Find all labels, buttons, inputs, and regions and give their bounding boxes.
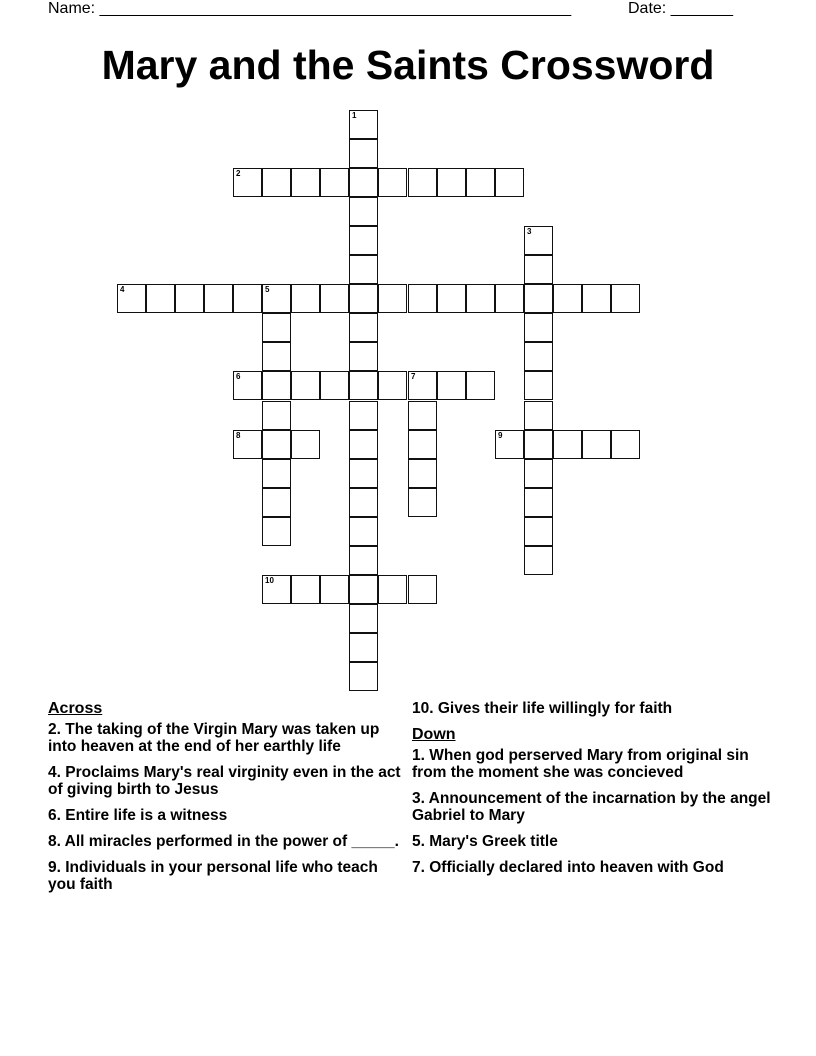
grid-cell[interactable] xyxy=(291,430,320,459)
grid-cell[interactable] xyxy=(349,546,378,575)
grid-cell[interactable] xyxy=(233,371,262,400)
grid-cell[interactable] xyxy=(349,313,378,342)
grid-cell[interactable] xyxy=(262,459,291,488)
grid-cell[interactable] xyxy=(408,168,437,197)
clue-number: 2. xyxy=(48,721,61,738)
grid-cell[interactable] xyxy=(262,342,291,371)
grid-cell[interactable] xyxy=(408,575,437,604)
grid-cell[interactable] xyxy=(378,371,407,400)
grid-cell[interactable] xyxy=(146,284,175,313)
grid-cell[interactable] xyxy=(320,168,349,197)
grid-cell[interactable] xyxy=(349,430,378,459)
grid-cell[interactable] xyxy=(408,284,437,313)
clue-across-6 xyxy=(48,807,403,824)
grid-cell[interactable] xyxy=(320,371,349,400)
clue-across-2 xyxy=(48,721,403,755)
grid-cell[interactable] xyxy=(233,284,262,313)
grid-cell[interactable] xyxy=(262,430,291,459)
grid-cell[interactable] xyxy=(524,546,553,575)
grid-cell[interactable] xyxy=(553,284,582,313)
clues-left-column xyxy=(48,700,403,902)
grid-cell[interactable] xyxy=(524,459,553,488)
grid-cell[interactable] xyxy=(349,197,378,226)
grid-cell[interactable] xyxy=(553,430,582,459)
grid-cell[interactable] xyxy=(582,430,611,459)
cell-number: 2 xyxy=(236,169,241,178)
grid-cell[interactable] xyxy=(378,575,407,604)
down-heading: Down xyxy=(412,726,456,743)
grid-cell[interactable] xyxy=(495,430,524,459)
cell-number: 3 xyxy=(527,227,532,236)
clue-number: 3. xyxy=(412,790,425,807)
grid-cell[interactable] xyxy=(117,284,146,313)
grid-cell[interactable] xyxy=(437,284,466,313)
clue-text: Announcement of the incarnation by the angel Gabriel to Mary xyxy=(412,790,771,824)
grid-cell[interactable] xyxy=(466,284,495,313)
clue-across-10 xyxy=(412,700,772,717)
cell-number: 5 xyxy=(265,285,270,294)
clue-text: Mary's Greek title xyxy=(424,833,558,850)
cell-number: 1 xyxy=(352,111,357,120)
grid-cell[interactable] xyxy=(524,284,553,313)
grid-cell[interactable] xyxy=(349,517,378,546)
grid-cell[interactable] xyxy=(611,284,640,313)
grid-cell[interactable] xyxy=(524,313,553,342)
grid-cell[interactable] xyxy=(378,284,407,313)
clue-across-8 xyxy=(48,833,403,850)
grid-cell[interactable] xyxy=(175,284,204,313)
clue-number: 6. xyxy=(48,807,61,824)
clue-number: 8. xyxy=(48,833,61,850)
cell-number: 6 xyxy=(236,372,241,381)
clue-down-3 xyxy=(412,790,772,824)
clue-number: 4. xyxy=(48,764,61,781)
cell-number: 8 xyxy=(236,431,241,440)
grid-cell[interactable] xyxy=(349,284,378,313)
grid-cell[interactable] xyxy=(262,168,291,197)
clue-across-9 xyxy=(48,859,403,893)
cell-number: 4 xyxy=(120,285,125,294)
grid-cell[interactable] xyxy=(349,459,378,488)
grid-cell[interactable] xyxy=(437,168,466,197)
clue-number: 10. xyxy=(412,700,434,717)
clue-number: 5. xyxy=(412,833,425,850)
grid-cell[interactable] xyxy=(262,284,291,313)
cell-number: 7 xyxy=(411,372,416,381)
grid-cell[interactable] xyxy=(262,313,291,342)
grid-cell[interactable] xyxy=(524,430,553,459)
grid-cell[interactable] xyxy=(349,662,378,691)
across-heading: Across xyxy=(48,700,103,717)
grid-cell[interactable] xyxy=(582,284,611,313)
clue-number: 9. xyxy=(48,859,61,876)
clue-down-1 xyxy=(412,747,772,781)
clue-text: When god perserved Mary from original sin from the moment she was concieved xyxy=(412,747,749,781)
grid-cell[interactable] xyxy=(262,488,291,517)
clue-text: Proclaims Mary's real virginity even in the act of giving birth to Jesus xyxy=(48,764,401,798)
clue-down-7 xyxy=(412,859,772,876)
grid-cell[interactable] xyxy=(495,168,524,197)
clue-text: Individuals in your personal life who teach you faith xyxy=(48,859,378,893)
grid-cell[interactable] xyxy=(408,401,437,430)
clue-text: Officially declared into heaven with God xyxy=(424,859,724,876)
grid-cell[interactable] xyxy=(378,168,407,197)
grid-cell[interactable] xyxy=(408,430,437,459)
grid-cell[interactable] xyxy=(524,226,553,255)
name-field[interactable]: Name: _____________________________________________________ xyxy=(48,0,572,17)
cell-number: 10 xyxy=(265,576,274,585)
grid-cell[interactable] xyxy=(408,459,437,488)
clue-text: Entire life is a witness xyxy=(60,807,228,824)
grid-cell[interactable] xyxy=(349,604,378,633)
page-title: Mary and the Saints Crossword xyxy=(101,42,715,88)
grid-cell[interactable] xyxy=(408,371,437,400)
grid-cell[interactable] xyxy=(349,575,378,604)
grid-cell[interactable] xyxy=(349,371,378,400)
grid-cell[interactable] xyxy=(204,284,233,313)
grid-cell[interactable] xyxy=(524,342,553,371)
grid-cell[interactable] xyxy=(233,168,262,197)
clue-down-5 xyxy=(412,833,772,850)
grid-cell[interactable] xyxy=(349,488,378,517)
grid-cell[interactable] xyxy=(262,371,291,400)
clues-right-column xyxy=(412,700,772,885)
clue-text: The taking of the Virgin Mary was taken up into heaven at the end of her earthly life xyxy=(48,721,380,755)
grid-cell[interactable] xyxy=(349,401,378,430)
grid-cell[interactable] xyxy=(291,371,320,400)
grid-cell[interactable] xyxy=(349,110,378,139)
grid-cell[interactable] xyxy=(611,430,640,459)
grid-cell[interactable] xyxy=(262,517,291,546)
grid-cell[interactable] xyxy=(291,168,320,197)
grid-cell[interactable] xyxy=(437,371,466,400)
grid-cell[interactable] xyxy=(524,371,553,400)
grid-cell[interactable] xyxy=(524,488,553,517)
grid-cell[interactable] xyxy=(262,401,291,430)
grid-cell[interactable] xyxy=(262,575,291,604)
clue-number: 1. xyxy=(412,747,425,764)
grid-cell[interactable] xyxy=(320,284,349,313)
date-field[interactable]: Date: _______ xyxy=(628,0,733,17)
grid-cell[interactable] xyxy=(349,633,378,662)
grid-cell[interactable] xyxy=(524,517,553,546)
clue-across-4 xyxy=(48,764,403,798)
clue-text: Gives their life willingly for faith xyxy=(433,700,673,717)
crossword-grid xyxy=(117,110,647,695)
clue-number: 7. xyxy=(412,859,425,876)
grid-cell[interactable] xyxy=(291,284,320,313)
grid-cell[interactable] xyxy=(349,255,378,284)
grid-cell[interactable] xyxy=(349,139,378,168)
clue-text: All miracles performed in the power of _____. xyxy=(60,833,399,850)
grid-cell[interactable] xyxy=(291,575,320,604)
grid-cell[interactable] xyxy=(524,255,553,284)
grid-cell[interactable] xyxy=(524,401,553,430)
grid-cell[interactable] xyxy=(349,342,378,371)
grid-cell[interactable] xyxy=(320,575,349,604)
grid-cell[interactable] xyxy=(233,430,262,459)
grid-cell[interactable] xyxy=(495,284,524,313)
grid-cell[interactable] xyxy=(466,168,495,197)
cell-number: 9 xyxy=(498,431,503,440)
grid-cell[interactable] xyxy=(349,226,378,255)
grid-cell[interactable] xyxy=(408,488,437,517)
grid-cell[interactable] xyxy=(466,371,495,400)
grid-cell[interactable] xyxy=(349,168,378,197)
